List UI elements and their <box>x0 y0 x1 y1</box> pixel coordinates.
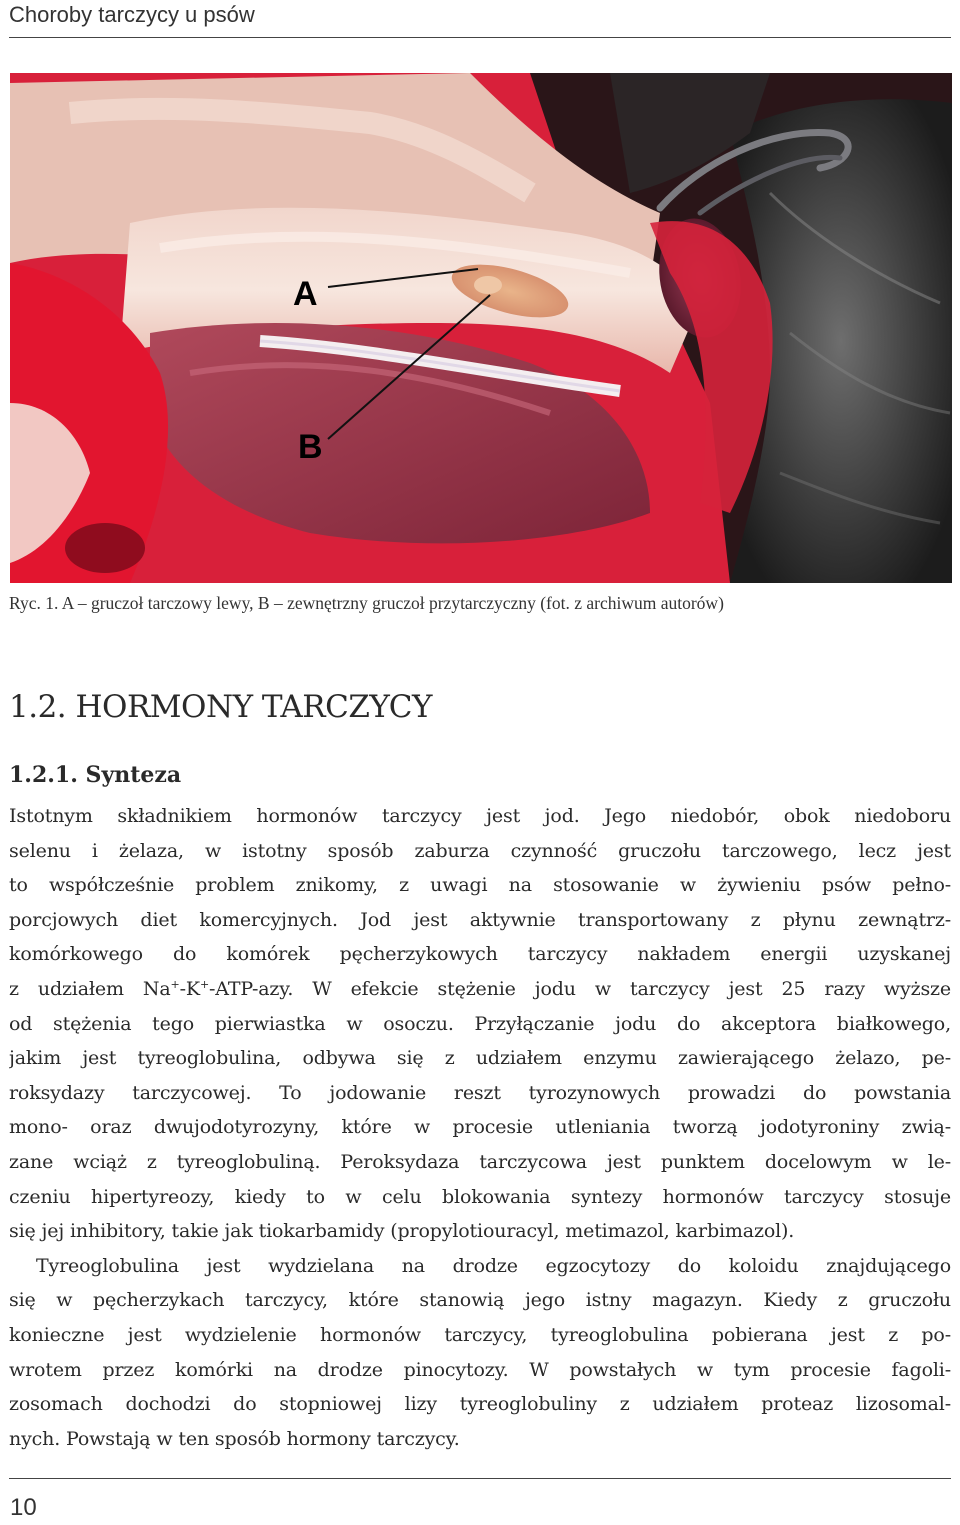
text-line-with-superscript <box>9 972 951 1007</box>
text-fragment: -K <box>179 977 200 1000</box>
text-line: porcjowych diet komercyjnych. Jod jest aktywnie transportowany z płynu zewnątrz- <box>9 908 951 931</box>
anatomical-photo <box>10 73 952 583</box>
text-line: się w pęcherzykach tarczycy, które stanowią jego istny magazyn. Kiedy z gruczołu <box>9 1289 951 1312</box>
text-line: selenu i żelaza, w istotny sposób zaburza czynność gruczołu tarczowego, lecz jest <box>9 839 951 862</box>
text-line: zane wciąż z tyreoglobuliną. Peroksydaza tarczycowa jest punktem docelowym w le- <box>9 1150 951 1173</box>
text-line: od stężenia tego pierwiastka w osoczu. Przyłączanie jodu do akceptora białkowego, <box>9 1012 951 1035</box>
text-line: nych. Powstają w ten sposób hormony tarczycy. <box>9 1427 460 1450</box>
text-line: wrotem przez komórki na drodze pinocytozy. W powstałych w tym procesie fagoli- <box>9 1358 951 1381</box>
text-fragment: -ATP-azy. W efekcie stężenie jodu w tarczycy jest 25 razy wyższe <box>209 977 951 1000</box>
footer-rule <box>9 1478 951 1479</box>
section-heading: 1.2. HORMONY TARCZYCY <box>9 689 432 725</box>
subsection-heading: 1.2.1. Synteza <box>9 762 182 788</box>
text-line: zosomach dochodzi do stopniowej lizy tyreoglobuliny z udziałem proteaz lizosomal- <box>9 1393 951 1416</box>
text-line: Tyreoglobulina jest wydzielana na drodze egzocytozy do koloidu znajdującego <box>36 1254 951 1277</box>
text-line: konieczne jest wydzielenie hormonów tarczycy, tyreoglobulina pobierana jest z po- <box>9 1323 951 1346</box>
superscript-plus: + <box>199 977 210 991</box>
text-fragment: z udziałem Na <box>9 977 171 1000</box>
running-title: Choroby tarczycy u psów <box>9 2 255 27</box>
text-line: mono- oraz dwujodotyrozyny, które w procesie utleniania tworzą jodotyroniny zwią- <box>9 1116 951 1139</box>
text-line: roksydazy tarczycowej. To jodowanie reszt tyrozynowych prowadzi do powstania <box>9 1081 951 1104</box>
label-a: A <box>293 275 318 313</box>
label-b: B <box>298 428 323 466</box>
page-number: 10 <box>10 1494 37 1521</box>
text-line: Istotnym składnikiem hormonów tarczycy jest jod. Jego niedobór, obok niedoboru <box>9 805 951 827</box>
superscript-plus: + <box>170 977 180 991</box>
text-line: jakim jest tyreoglobulina, odbywa się z udziałem enzymu zawierającego żelazo, pe- <box>9 1047 951 1070</box>
text-line: czeniu hipertyreozy, kiedy to w celu blokowania syntezy hormonów tarczycy stosuje <box>9 1185 951 1208</box>
photo-illustration <box>10 73 952 583</box>
text-line: komórkowego do komórek pęcherzykowych tarczycy nakładem energii uzyskanej <box>9 943 951 966</box>
running-header <box>9 0 951 38</box>
body-text <box>9 799 951 1456</box>
figure-caption: Ryc. 1. A – gruczoł tarczowy lewy, B – zewnętrzny gruczoł przytarczyczny (fot. z archiwum autorów) <box>9 593 724 613</box>
text-line: się jej inhibitory, takie jak tiokarbamidy (propylotiouracyl, metimazol, karbimazol). <box>9 1220 795 1243</box>
text-line: to współcześnie problem znikomy, z uwagi na stosowanie w żywieniu psów pełno- <box>9 874 951 897</box>
